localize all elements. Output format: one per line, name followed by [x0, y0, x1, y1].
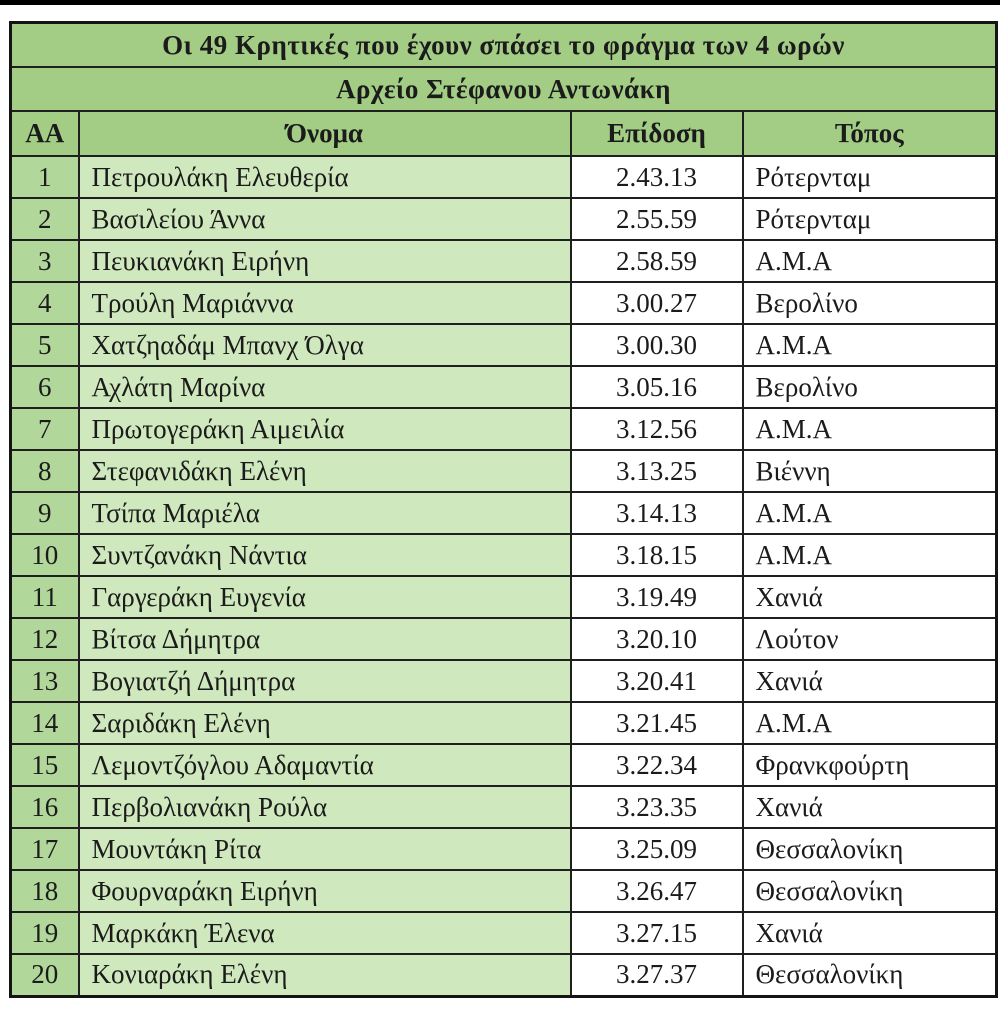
cell-time: 3.27.37	[571, 954, 743, 996]
column-header-name: Όνομα	[79, 111, 571, 156]
cell-place: Α.Μ.Α	[743, 492, 997, 534]
table-row	[11, 534, 997, 576]
cell-time: 3.19.49	[571, 576, 743, 618]
table-body	[11, 156, 997, 996]
cell-place: Χανιά	[743, 660, 997, 702]
cell-name: Λεμοντζόγλου Αδαμαντία	[79, 744, 571, 786]
table-row	[11, 618, 997, 660]
cell-index: 18	[11, 870, 79, 912]
cell-index: 5	[11, 324, 79, 366]
cell-index: 7	[11, 408, 79, 450]
cell-place: Χανιά	[743, 786, 997, 828]
column-header-index: ΑΑ	[11, 111, 79, 156]
cell-time: 3.21.45	[571, 702, 743, 744]
cell-name: Κονιαράκη Ελένη	[79, 954, 571, 996]
cell-time: 3.20.41	[571, 660, 743, 702]
cell-name: Τσίπα Μαριέλα	[79, 492, 571, 534]
cell-place: Χανιά	[743, 576, 997, 618]
column-header-place: Τόπος	[743, 111, 997, 156]
table-row	[11, 912, 997, 954]
cell-time: 3.25.09	[571, 828, 743, 870]
table-row	[11, 702, 997, 744]
cell-name: Βασιλείου Άννα	[79, 198, 571, 240]
cell-name: Σαριδάκη Ελένη	[79, 702, 571, 744]
cell-index: 12	[11, 618, 79, 660]
cell-place: Φρανκφούρτη	[743, 744, 997, 786]
cell-place: Α.Μ.Α	[743, 702, 997, 744]
cell-place: Χανιά	[743, 912, 997, 954]
cell-time: 2.58.59	[571, 240, 743, 282]
cell-place: Θεσσαλονίκη	[743, 954, 997, 996]
table-row	[11, 870, 997, 912]
cell-time: 2.55.59	[571, 198, 743, 240]
cell-index: 2	[11, 198, 79, 240]
cell-time: 3.18.15	[571, 534, 743, 576]
table-title: Οι 49 Κρητικές που έχουν σπάσει το φράγμα των 4 ωρών	[11, 23, 997, 68]
cell-index: 14	[11, 702, 79, 744]
title-row	[11, 23, 997, 68]
table-row	[11, 954, 997, 996]
table-row	[11, 324, 997, 366]
cell-place: Λούτον	[743, 618, 997, 660]
cell-name: Τρούλη Μαριάννα	[79, 282, 571, 324]
cell-place: Α.Μ.Α	[743, 324, 997, 366]
cell-name: Συντζανάκη Νάντια	[79, 534, 571, 576]
cell-index: 9	[11, 492, 79, 534]
cell-time: 3.13.25	[571, 450, 743, 492]
cell-name: Βίτσα Δήμητρα	[79, 618, 571, 660]
cell-name: Μαρκάκη Έλενα	[79, 912, 571, 954]
cell-name: Πευκιανάκη Ειρήνη	[79, 240, 571, 282]
table-row	[11, 576, 997, 618]
cell-name: Πετρουλάκη Ελευθερία	[79, 156, 571, 198]
table-row	[11, 450, 997, 492]
cell-time: 3.22.34	[571, 744, 743, 786]
records-table	[9, 21, 998, 998]
cell-place: Ρότερνταμ	[743, 156, 997, 198]
table-row	[11, 744, 997, 786]
cell-name: Περβολιανάκη Ρούλα	[79, 786, 571, 828]
cell-time: 3.12.56	[571, 408, 743, 450]
table-head-section	[11, 23, 997, 157]
cell-place: Α.Μ.Α	[743, 240, 997, 282]
cell-time: 3.00.30	[571, 324, 743, 366]
column-header-time: Επίδοση	[571, 111, 743, 156]
table-row	[11, 366, 997, 408]
cell-name: Χατζηαδάμ Μπανχ Όλγα	[79, 324, 571, 366]
table-row	[11, 492, 997, 534]
header-row	[11, 111, 997, 156]
cell-index: 17	[11, 828, 79, 870]
cell-name: Βογιατζή Δήμητρα	[79, 660, 571, 702]
table-row	[11, 282, 997, 324]
cell-index: 15	[11, 744, 79, 786]
cell-index: 8	[11, 450, 79, 492]
cell-index: 1	[11, 156, 79, 198]
table-row	[11, 156, 997, 198]
cell-index: 4	[11, 282, 79, 324]
cell-index: 3	[11, 240, 79, 282]
table-row	[11, 408, 997, 450]
cell-name: Πρωτογεράκη Αιμειλία	[79, 408, 571, 450]
cell-place: Α.Μ.Α	[743, 408, 997, 450]
cell-index: 19	[11, 912, 79, 954]
cell-name: Μουντάκη Ρίτα	[79, 828, 571, 870]
table-row	[11, 828, 997, 870]
table-row	[11, 198, 997, 240]
table-row	[11, 786, 997, 828]
cell-time: 3.14.13	[571, 492, 743, 534]
cell-time: 3.27.15	[571, 912, 743, 954]
cell-index: 10	[11, 534, 79, 576]
cell-place: Βερολίνο	[743, 282, 997, 324]
cell-place: Βιέννη	[743, 450, 997, 492]
cell-name: Γαργεράκη Ευγενία	[79, 576, 571, 618]
cell-index: 20	[11, 954, 79, 996]
cell-index: 11	[11, 576, 79, 618]
cell-time: 3.23.35	[571, 786, 743, 828]
cell-index: 6	[11, 366, 79, 408]
cell-name: Φουρναράκη Ειρήνη	[79, 870, 571, 912]
table-row	[11, 660, 997, 702]
cell-time: 3.26.47	[571, 870, 743, 912]
subtitle-row	[11, 67, 997, 111]
top-black-strip	[0, 0, 1000, 5]
table-subtitle: Αρχείο Στέφανου Αντωνάκη	[11, 67, 997, 111]
cell-place: Α.Μ.Α	[743, 534, 997, 576]
cell-time: 3.00.27	[571, 282, 743, 324]
cell-time: 2.43.13	[571, 156, 743, 198]
cell-place: Ρότερνταμ	[743, 198, 997, 240]
cell-place: Θεσσαλονίκη	[743, 828, 997, 870]
table-row	[11, 240, 997, 282]
cell-place: Θεσσαλονίκη	[743, 870, 997, 912]
cell-name: Αχλάτη Μαρίνα	[79, 366, 571, 408]
cell-index: 16	[11, 786, 79, 828]
cell-index: 13	[11, 660, 79, 702]
cell-time: 3.20.10	[571, 618, 743, 660]
cell-time: 3.05.16	[571, 366, 743, 408]
cell-name: Στεφανιδάκη Ελένη	[79, 450, 571, 492]
cell-place: Βερολίνο	[743, 366, 997, 408]
